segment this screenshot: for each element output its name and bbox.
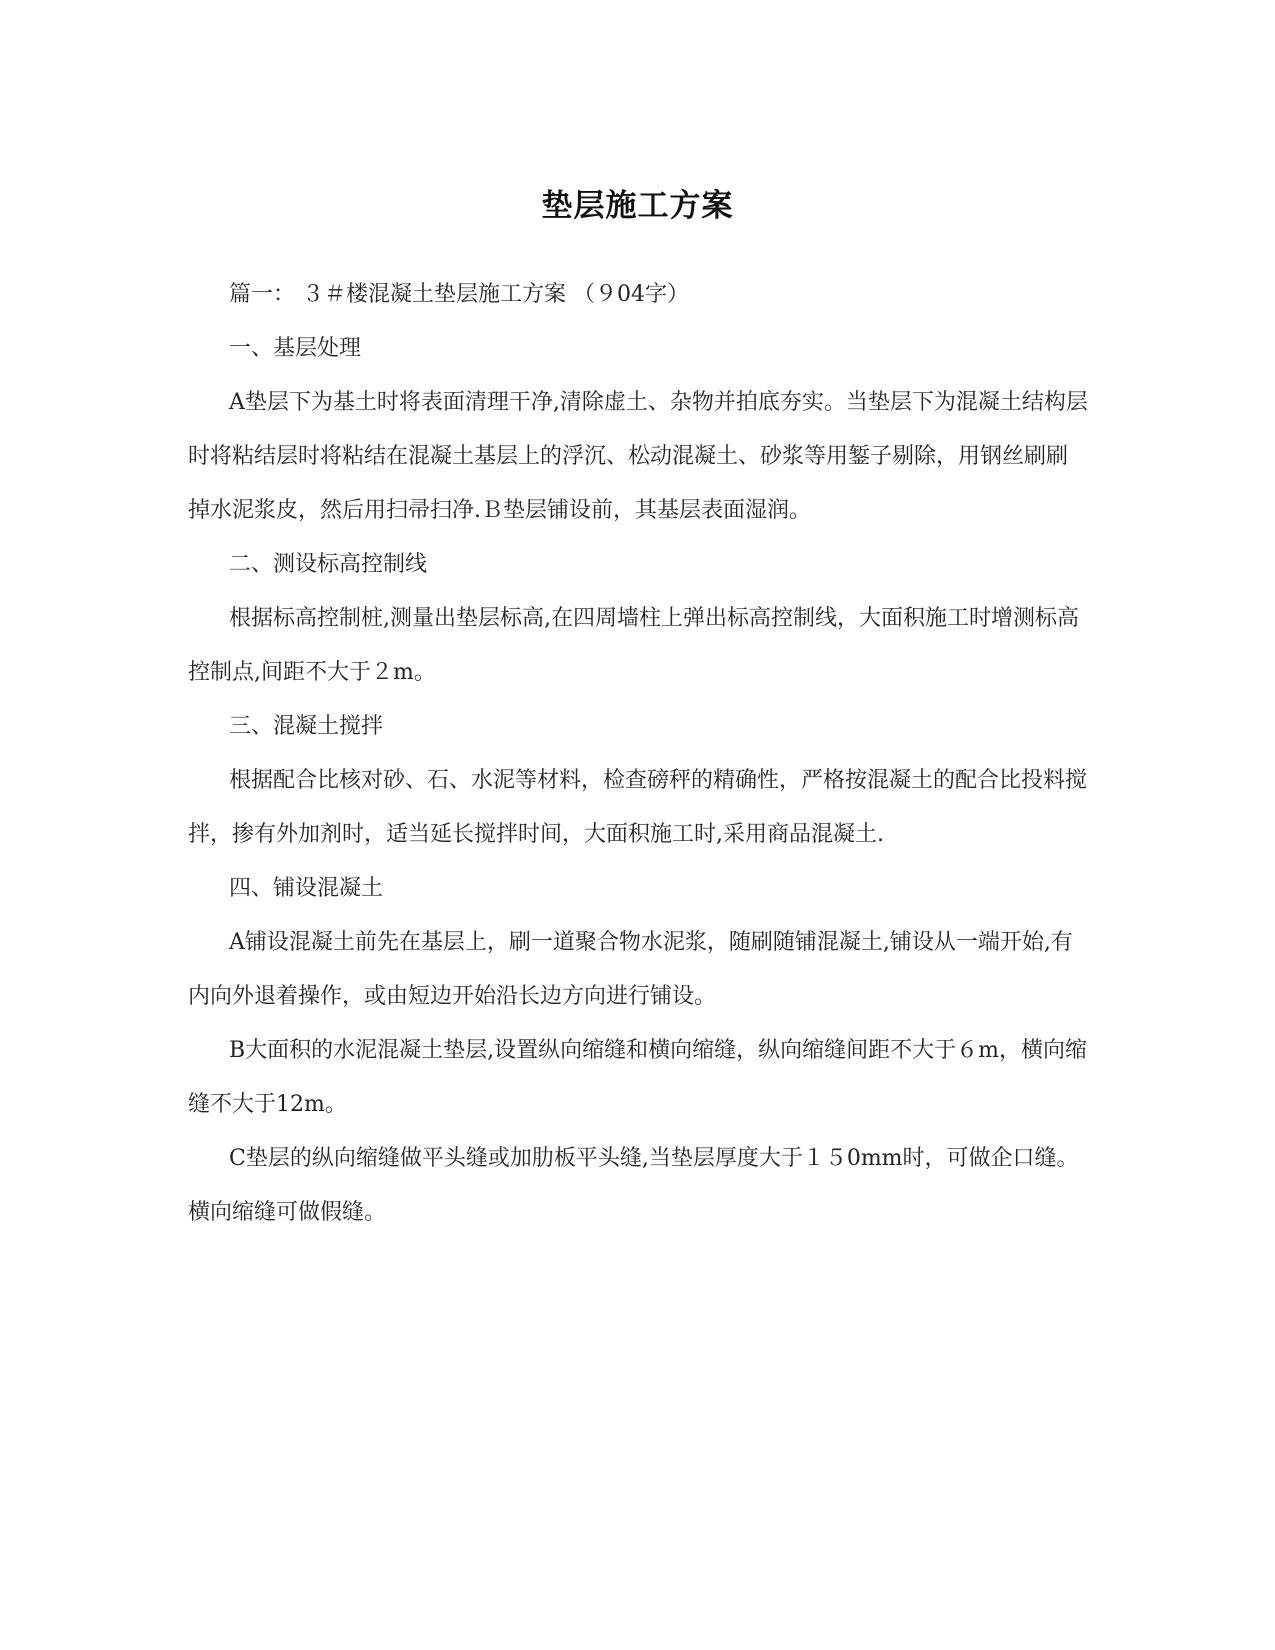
section-heading-concrete-mixing: 三、混凝土搅拌 bbox=[229, 714, 384, 739]
document-title: 垫层施工方案 bbox=[541, 188, 734, 224]
document-body bbox=[188, 268, 1088, 1240]
section-heading-base-treatment: 一、基层处理 bbox=[229, 336, 362, 361]
paragraph-laying-concrete-a: A铺设混凝土前先在基层上，刷一道聚合物水泥浆，随刷随铺混凝土,铺设从一端开始,有内向外退着操作，或由短边开始沿长边方向进行铺设。 bbox=[188, 930, 1073, 1009]
paragraph-elevation-lines: 根据标高控制桩,测量出垫层标高,在四周墙柱上弹出标高控制线，大面积施工时增测标高控制点,间距不大于２m。 bbox=[188, 606, 1079, 685]
paragraph-concrete-mixing: 根据配合比核对砂、石、水泥等材料，检查磅秤的精确性，严格按混凝土的配合比投料搅拌，掺有外加剂时，适当延长搅拌时间，大面积施工时,采用商品混凝土. bbox=[188, 768, 1088, 847]
paragraph-laying-concrete-b: B大面积的水泥混凝土垫层,设置纵向缩缝和横向缩缝，纵向缩缝间距不大于６m，横向缩缝不大于12m。 bbox=[188, 1038, 1088, 1117]
paragraph-base-treatment: A垫层下为基土时将表面清理干净,清除虚土、杂物并拍底夯实。当垫层下为混凝土结构层时将粘结层时将粘结在混凝土基层上的浮沉、松动混凝土、砂浆等用錾子剔除，用钢丝刷刷掉水泥浆皮，然后用扫帚扫净.Ｂ垫层铺设前，其基层表面湿润。 bbox=[188, 390, 1088, 523]
paragraph-laying-concrete-c: C垫层的纵向缩缝做平头缝或加肋板平头缝,当垫层厚度大于１５0mm时，可做企口缝。横向缩缝可做假缝。 bbox=[188, 1146, 1079, 1225]
section-heading-laying-concrete: 四、铺设混凝土 bbox=[229, 876, 384, 901]
section-heading-elevation-lines: 二、测设标高控制线 bbox=[229, 552, 428, 577]
section-heading-pian-yi: 篇一： ３＃楼混凝土垫层施工方案 （９04字） bbox=[229, 282, 689, 307]
